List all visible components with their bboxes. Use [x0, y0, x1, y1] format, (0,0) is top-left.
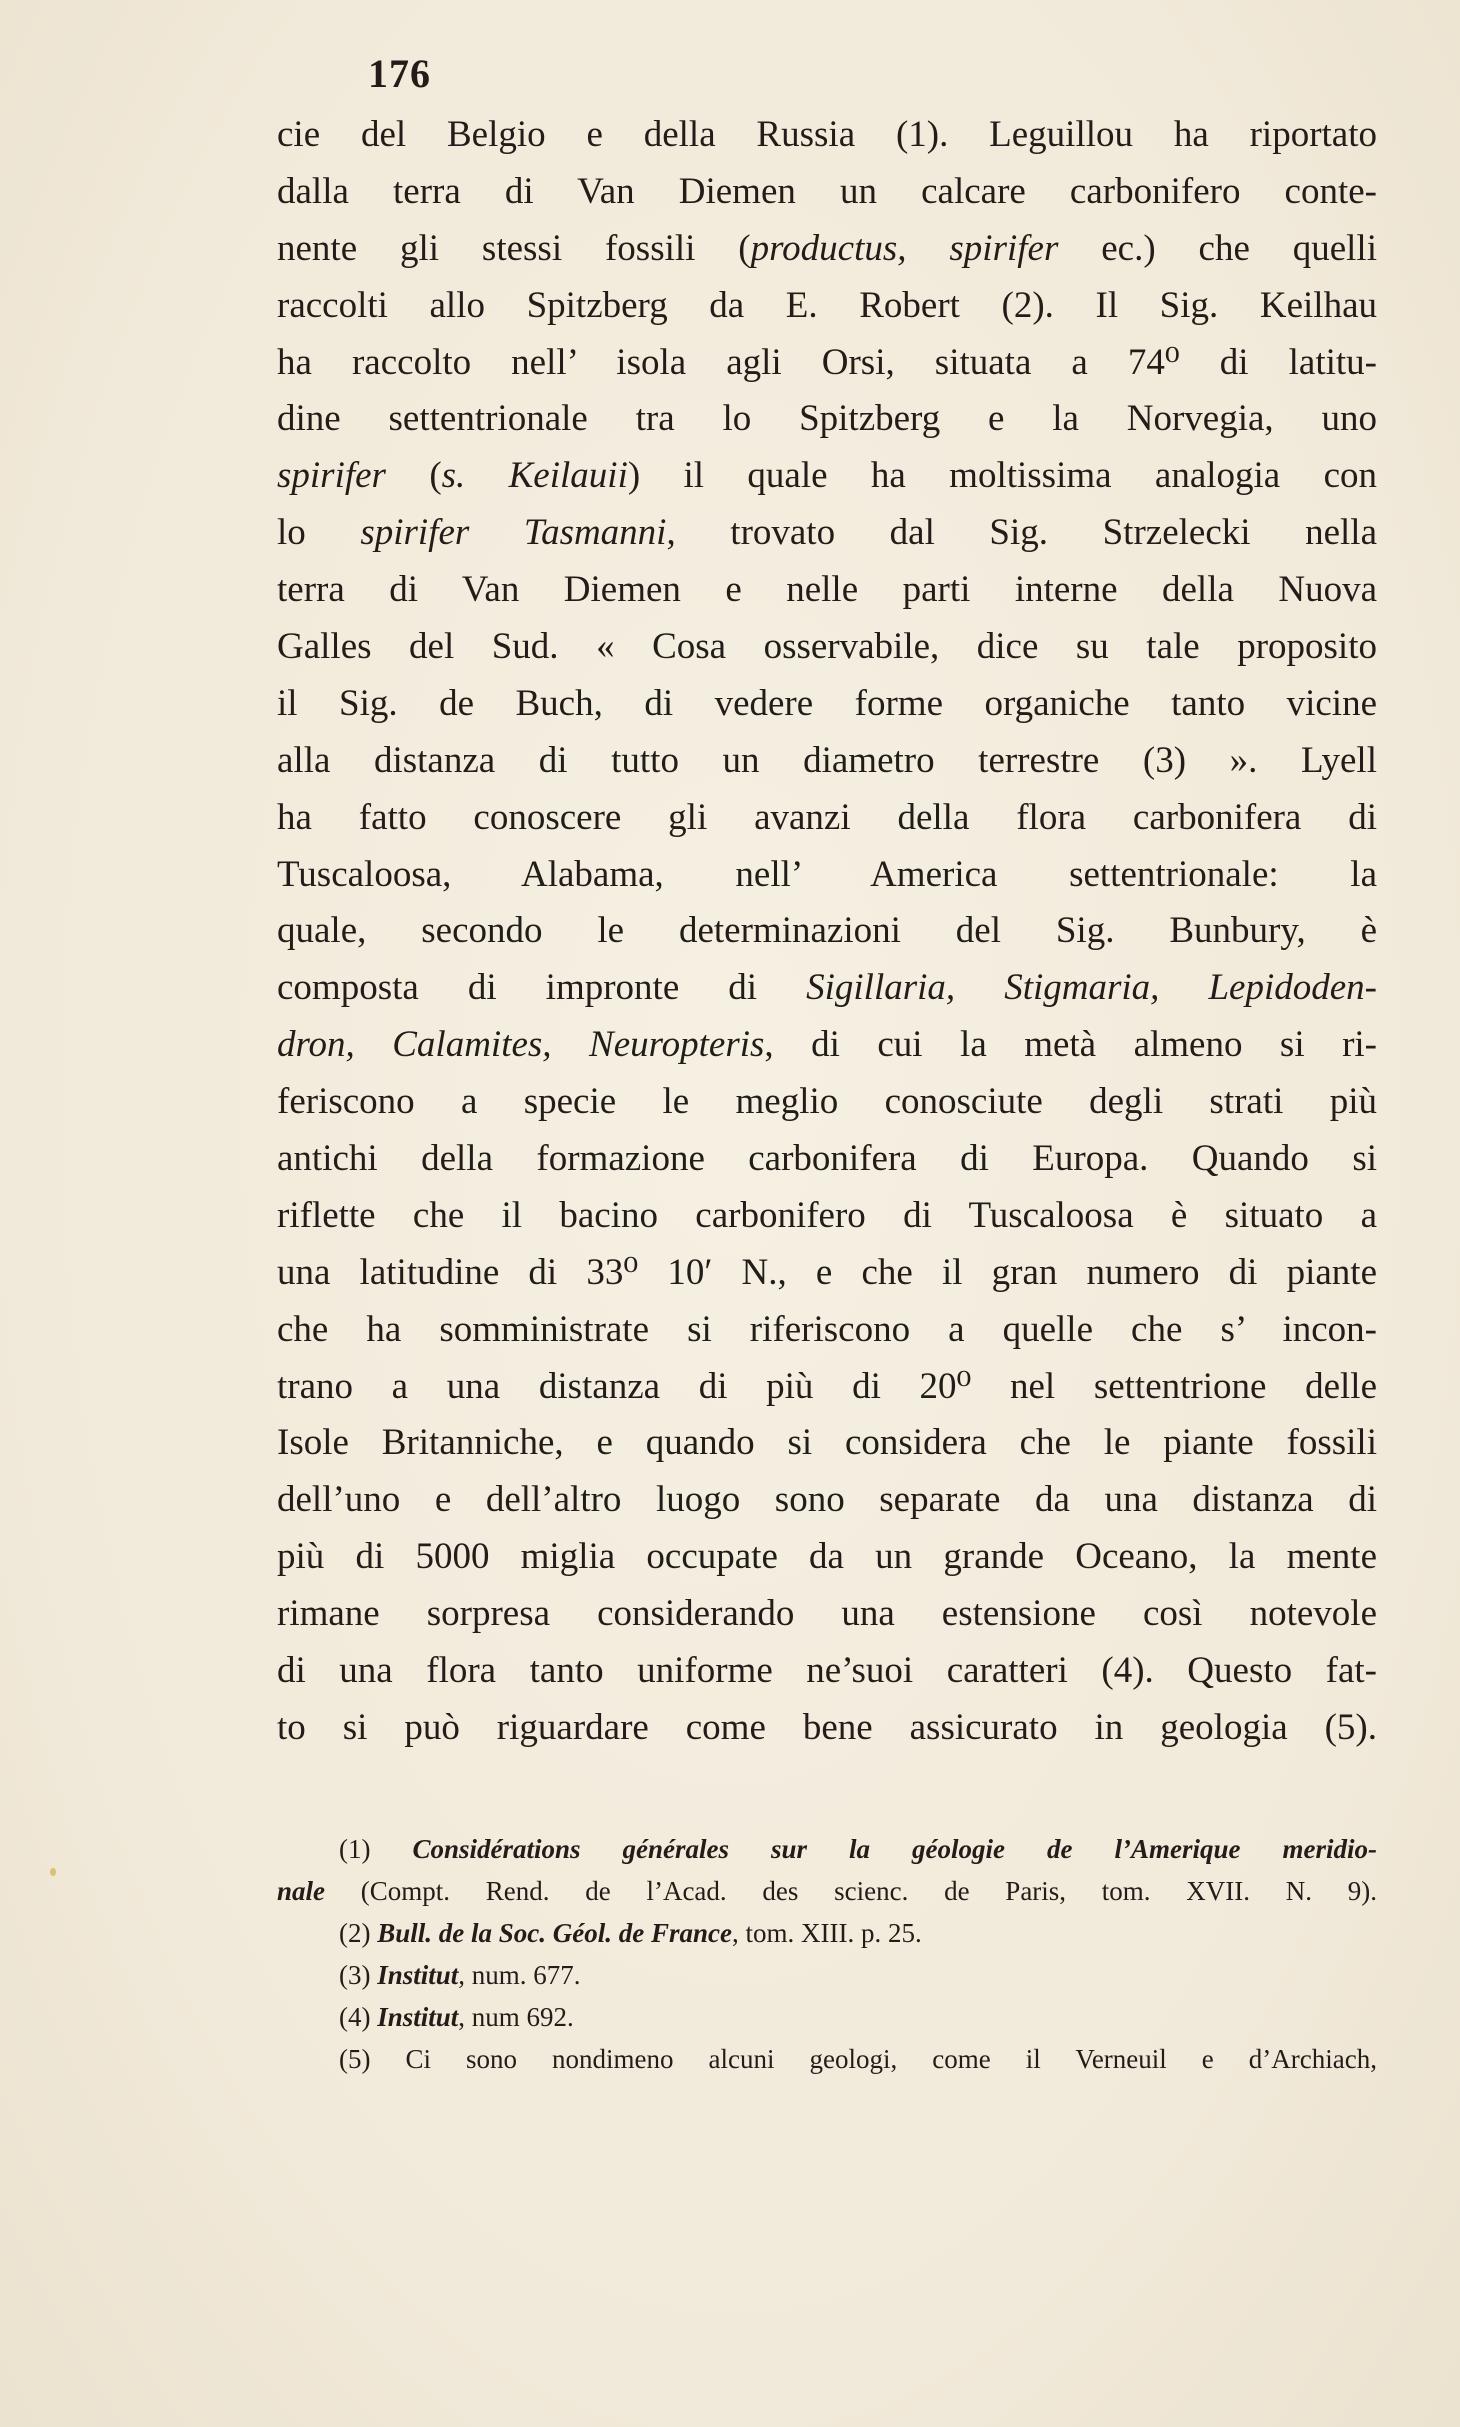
text-line	[277, 790, 1377, 847]
text-run: terra di Van Diemen e nelle parti interne della Nuova	[277, 569, 1377, 611]
text-run: Isole Britanniche, e quando si considera che le piante fossili	[277, 1422, 1377, 1464]
italic-run: nale	[277, 1876, 326, 1906]
italic-run: Institut	[377, 2002, 459, 2032]
text-run: Galles del Sud. « Cosa osservabile, dice su tale proposito	[277, 626, 1377, 668]
page-number: 176	[368, 51, 431, 96]
text-line	[277, 1017, 1377, 1074]
text-run: più di 5000 miglia occupate da un grande Oceano, la mente	[277, 1536, 1377, 1578]
text-run: ) il quale ha moltissima analogia con	[627, 455, 1377, 497]
text-run: che ha somministrate si riferiscono a quelle che s’ incon-	[277, 1308, 1377, 1350]
text-line	[277, 1472, 1377, 1529]
footnote-line	[277, 2038, 1377, 2080]
footnote-line	[277, 1870, 1377, 1912]
footnote-line	[277, 1828, 1377, 1870]
text-run: , trovato dal Sig. Strzelecki nella	[666, 512, 1377, 554]
text-run: riflette che il bacino carbonifero di Tuscaloosa è situato a	[277, 1194, 1377, 1236]
italic-run: spirifer	[277, 455, 386, 497]
italic-run: productus, spirifer	[750, 227, 1059, 269]
text-line	[277, 505, 1377, 562]
text-line	[277, 221, 1377, 278]
italic-run: spirifer Tasmanni	[360, 512, 667, 554]
text-line	[277, 1131, 1377, 1188]
text-run: (1)	[339, 1834, 413, 1864]
text-run: antichi della formazione carbonifera di Europa. Quando si	[277, 1138, 1377, 1180]
text-line	[277, 391, 1377, 448]
italic-run: Bull. de la Soc. Géol. de France	[377, 1918, 732, 1948]
text-run: , num. 677.	[458, 1960, 581, 1990]
text-line	[277, 448, 1377, 505]
text-line	[277, 960, 1377, 1017]
text-run: nente gli stessi fossili (	[277, 227, 751, 269]
text-run: (5) Ci sono nondimeno alcuni geologi, come il Verneuil e d’Archiach,	[339, 2044, 1377, 2074]
body-text	[277, 107, 1377, 1757]
text-run: di una flora tanto uniforme ne’suoi caratteri (4). Questo fat-	[277, 1650, 1377, 1692]
text-run: lo	[277, 512, 361, 554]
text-run: ec.) che quelli	[1058, 227, 1377, 269]
italic-run: Considérations générales sur la géologie de l’Amerique meridio-	[412, 1834, 1377, 1864]
text-line	[277, 335, 1377, 392]
text-run: cie del Belgio e della Russia (1). Leguillou ha riportato	[277, 114, 1377, 155]
text-run: dalla terra di Van Diemen un calcare carbonifero conte-	[277, 170, 1377, 212]
text-run: una latitudine di 33⁰ 10′ N., e che il gran numero di piante	[277, 1251, 1377, 1293]
italic-run: Institut	[377, 1960, 459, 1990]
text-line	[277, 278, 1377, 335]
text-run: rimane sorpresa considerando una estensione così notevole	[277, 1593, 1377, 1635]
text-line	[277, 1302, 1377, 1359]
text-line	[277, 164, 1377, 221]
text-run: dine settentrionale tra lo Spitzberg e la Norvegia, uno	[277, 398, 1377, 440]
footnote-line	[277, 1912, 1377, 1954]
text-run: ha fatto conoscere gli avanzi della flora carbonifera di	[277, 796, 1377, 838]
text-run: composta di impronte di	[277, 967, 807, 1009]
text-run: il Sig. de Buch, di vedere forme organiche tanto vicine	[277, 682, 1377, 724]
text-run: alla distanza di tutto un diametro terrestre (3) ». Lyell	[277, 739, 1377, 781]
text-run: trano a una distanza di più di 20⁰ nel settentrione delle	[277, 1365, 1377, 1407]
text-line	[277, 107, 1377, 164]
text-run: raccolti allo Spitzberg da E. Robert (2). Il Sig. Keilhau	[277, 284, 1377, 326]
footnotes	[277, 1828, 1377, 2080]
text-run: (	[385, 455, 442, 497]
text-run: , tom. XIII. p. 25.	[731, 1918, 922, 1948]
italic-run: Sigillaria, Stigmaria, Lepidoden-	[806, 967, 1377, 1009]
text-run: dell’uno e dell’altro luogo sono separate da una distanza di	[277, 1479, 1377, 1521]
text-line	[277, 1643, 1377, 1700]
text-run: , num 692.	[458, 2002, 574, 2032]
text-line	[277, 1245, 1377, 1302]
footnote-line	[277, 1996, 1377, 2038]
text-run: Tuscaloosa, Alabama, nell’ America settentrionale: la	[277, 853, 1377, 895]
text-line	[277, 562, 1377, 619]
footnote-line	[277, 1954, 1377, 1996]
text-run: (2)	[339, 1918, 378, 1948]
text-line	[277, 619, 1377, 676]
text-run: , di cui la metà almeno si ri-	[764, 1024, 1377, 1066]
text-run: (3)	[339, 1960, 378, 1990]
text-line	[277, 1529, 1377, 1586]
text-run: (4)	[339, 2002, 378, 2032]
text-run: feriscono a specie le meglio conosciute degli strati più	[277, 1081, 1377, 1123]
text-line	[277, 1188, 1377, 1245]
text-run: (Compt. Rend. de l’Acad. des scienc. de Paris, tom. XVII. N. 9).	[325, 1876, 1377, 1906]
text-run: quale, secondo le determinazioni del Sig. Bunbury, è	[277, 910, 1377, 952]
text-line	[277, 847, 1377, 904]
text-line	[277, 1074, 1377, 1131]
italic-run: dron, Calamites, Neuropteris	[277, 1024, 765, 1066]
text-line	[277, 1586, 1377, 1643]
text-run: to si può riguardare come bene assicurato in geologia (5).	[277, 1706, 1377, 1748]
text-line	[277, 676, 1377, 733]
paper-speck	[50, 1868, 56, 1876]
text-line	[277, 1359, 1377, 1416]
italic-run: s. Keilauii	[441, 455, 628, 497]
text-line	[277, 1415, 1377, 1472]
text-line	[277, 733, 1377, 790]
text-line	[277, 903, 1377, 960]
text-run: ha raccolto nell’ isola agli Orsi, situata a 74⁰ di latitu-	[277, 341, 1377, 383]
text-line	[277, 1700, 1377, 1757]
